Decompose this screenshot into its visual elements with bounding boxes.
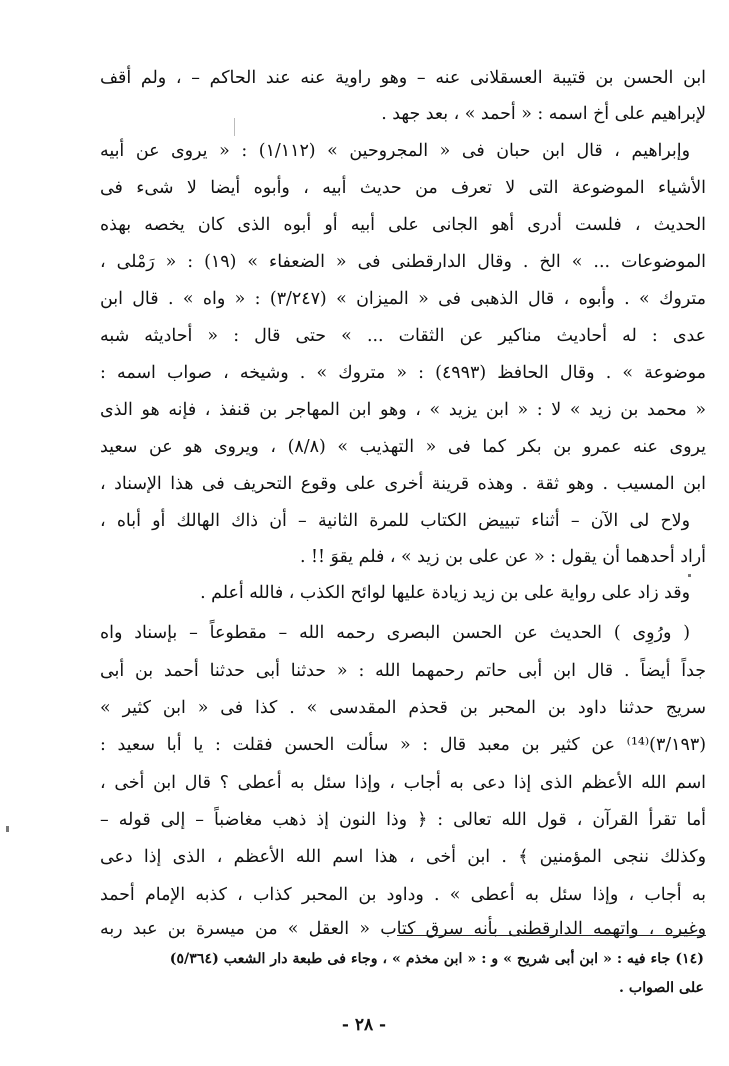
text-line: « محمد بن زيد » لا : « ابن يزيد » ، وهو ابن المهاجر بن قنفذ ، فإنه هو الذى bbox=[100, 400, 706, 420]
text-line: ولاح لى الآن – أثناء تبييض الكتاب للمرة الثانية – أن ذاك الهالك أو أباه ، bbox=[100, 511, 690, 531]
text-line: ابن الحسن بن قتيبة العسقلانى عنه – وهو راوية عنه عند الحاكم – ، ولم أقف bbox=[100, 68, 706, 88]
scan-speck bbox=[6, 826, 9, 832]
text-line: أراد أحدهما أن يقول : « عن على بن زيد » ، فلم يقوَ !! . bbox=[299, 547, 706, 567]
text-line: وقد زاد على رواية على بن زيد زيادة عليها لوائح الكذب ، فالله أعلم . bbox=[200, 583, 690, 603]
text-line: أما تقرأ القرآن ، قول الله تعالى : ﴿ وذا النون إذ ذهب مغاضباً – إلى قوله – bbox=[100, 810, 706, 830]
text-line: جداً أيضاً . قال ابن أبى حاتم رحمهما الله : « حدثنا أبى حدثنا أحمد بن أبى bbox=[100, 661, 706, 681]
footnote-divider bbox=[397, 935, 706, 936]
text-line: يروى عنه عمرو بن بكر كما فى « التهذيب » (٨/٨) ، ويروى هو عن سعيد bbox=[100, 437, 706, 457]
text-line: وغيره ، واتهمه الدارقطنى بأنه سرق كتاب « العقل » من ميسرة بن عبد ربه bbox=[100, 919, 706, 939]
text-line: سريج حدثنا داود بن المحبر بن قحذم المقدسى » . كذا فى « ابن كثير » bbox=[100, 698, 706, 718]
text-line: الأشياء الموضوعة التى لا تعرف من حديث أبيه ، وأبوه أيضا لا شىء فى bbox=[100, 178, 706, 198]
text-line: اسم الله الأعظم الذى إذا دعى به أجاب ، وإذا سئل به أعطى ؟ قال ابن أخى ، bbox=[100, 773, 706, 793]
text-line: وإبراهيم ، قال ابن حبان فى « المجروحين » (١/١١٢) : « يروى عن أبيه bbox=[100, 141, 690, 161]
text-line: وكذلك ننجى المؤمنين ﴾ . ابن أخى ، هذا اسم الله الأعظم ، الذى إذا دعى bbox=[100, 847, 706, 867]
text-line: به أجاب ، وإذا سئل به أعطى » . وداود بن المحبر كذاب ، كذبه الإمام أحمد bbox=[100, 885, 706, 905]
text-line: (٣/١٩٣)⁽¹⁴⁾ عن كثير بن معبد قال : « سألت الحسن فقلت : يا أبا سعيد : bbox=[100, 735, 706, 755]
text-line: ابن المسيب . وهو ثقة . وهذه قرينة أخرى على وقوع التحريف فى هذا الإسناد ، bbox=[100, 474, 706, 494]
text-line: الموضوعات ... » الخ . وقال الدارقطنى فى « الضعفاء » (١٩) : « رَمْلى ، bbox=[100, 252, 706, 272]
text-line: موضوعة » . وقال الحافظ (٤٩٩٣) : « متروك » . وشيخه ، صواب اسمه : bbox=[100, 363, 706, 383]
page-number: - ٢٨ - bbox=[341, 1015, 387, 1035]
footnote-line: على الصواب . bbox=[618, 980, 704, 996]
scan-speck bbox=[688, 574, 691, 577]
footnote-line: (١٤) جاء فيه : « ابن أبى شريح » و : « ابن مخذم » ، وجاء فى طبعة دار الشعب (٥/٣٦٤) bbox=[169, 951, 704, 967]
scan-speck bbox=[234, 118, 235, 136]
text-line: متروك » . وأبوه ، قال الذهبى فى « الميزان » (٣/٢٤٧) : « واه » . قال ابن bbox=[100, 289, 706, 309]
text-line: لإبراهيم على أخ اسمه : « أحمد » ، بعد جهد . bbox=[381, 104, 706, 124]
text-line: الحديث ، فلست أدرى أهو الجانى على أبيه أو أبوه الذى كان يخصه بهذه bbox=[100, 215, 706, 235]
text-line: عدى : له أحاديث مناكير عن الثقات ... » حتى قال : « أحاديثه شبه bbox=[100, 326, 706, 346]
text-line: ( ورُوِى ) الحديث عن الحسن البصرى رحمه الله – مقطوعاً – بإسناد واه bbox=[100, 623, 690, 643]
